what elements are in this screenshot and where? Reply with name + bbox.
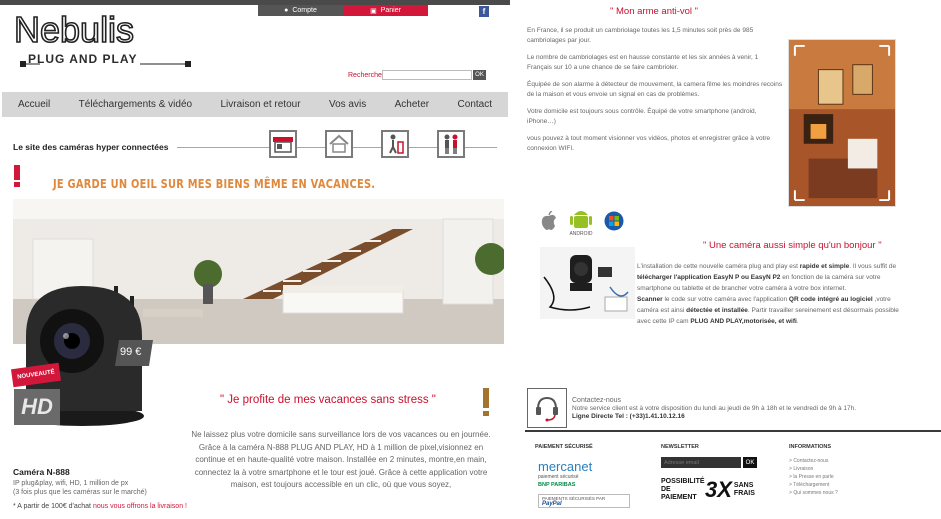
simple-text-2: . Il vous suffit de bbox=[849, 263, 897, 270]
nav-contact[interactable]: Contact bbox=[457, 99, 492, 110]
threex-big: 3X bbox=[705, 477, 732, 502]
android-logo bbox=[566, 205, 596, 237]
simple-bold-5: détectée et installée bbox=[686, 307, 748, 314]
hero-headline: JE GARDE UN OEIL SUR MES BIENS MÊME EN VACANCES. bbox=[53, 177, 376, 191]
info-heading: INFORMATIONS bbox=[789, 444, 832, 450]
info-links bbox=[789, 457, 838, 497]
family-icon[interactable] bbox=[437, 130, 465, 158]
plug-cable-icon bbox=[20, 58, 195, 68]
simple-bold-6: PLUG AND PLAY,motorisée, et wifi bbox=[690, 318, 797, 325]
antivol-p4: Votre domicile est toujours sous contrôle. Équipé de votre smartphone (android, iPhone…) bbox=[527, 108, 757, 125]
user-icon: ● bbox=[284, 7, 289, 14]
product-description bbox=[13, 479, 173, 497]
simple-text-3: en fonction de la caméra sur votre smartphone ou tablette et de brancher votre caméra à votre box internet. bbox=[637, 274, 881, 292]
stress-body: Ne laissez plus votre domicile sans surveillance lors de vos vacances ou en journée. Grâce à la caméra N-888 PLUG AND PLAY, HD à 1 million de pixel,visionnez en continue et en haute-qualité votre maison. Installée en 2 minutes, montre,en main, connectez la à votre smartphone et le tour est joué. Grâce à cette application votre maison, est toujours accessible en un clic, où que vous soyez, bbox=[191, 430, 491, 489]
nav-livraison[interactable]: Livraison et retour bbox=[220, 99, 301, 110]
price-label: 99 € bbox=[120, 346, 142, 358]
info-link-presse-label: la Presse en parle bbox=[793, 474, 834, 480]
antivol-p2: Le nombre de cambriolages est en hausse constante et les six années à venir, 1 Français sur 10 a une chance de se faire cambrioler. bbox=[527, 54, 759, 71]
nav-accueil[interactable]: Accueil bbox=[18, 99, 51, 110]
antivol-body bbox=[527, 26, 783, 161]
elderly-person-icon[interactable] bbox=[381, 130, 409, 158]
newsletter-submit-button[interactable]: OK bbox=[743, 457, 757, 468]
os-icons bbox=[540, 205, 624, 237]
nebulis-logo[interactable] bbox=[14, 10, 209, 50]
nav-acheter[interactable]: Acheter bbox=[394, 99, 430, 110]
simple-bold-3: Scanner bbox=[637, 296, 663, 303]
account-bar bbox=[258, 5, 428, 16]
simple-text-4: le code sur votre caméra avec l'application bbox=[662, 296, 789, 303]
apple-icon bbox=[540, 211, 558, 231]
product-desc-line1: IP plug&play, wifi, HD, 1 million de px bbox=[13, 480, 129, 487]
simple-text-6: . Partir travailler sereinement est désormais possible avec cette IP cam bbox=[637, 307, 899, 325]
info-link-presse[interactable]: > la Presse en parle bbox=[789, 474, 834, 480]
antivol-title: " Mon arme anti-vol " bbox=[610, 6, 699, 17]
info-link-contact[interactable]: > Contactez-nous bbox=[789, 458, 829, 464]
info-link-telechargement[interactable]: > Téléchargement bbox=[789, 482, 830, 488]
info-link-qui-sommes-nous[interactable]: > Qui sommes nous ? bbox=[789, 490, 838, 496]
simple-text-5: ,votre caméra est ainsi bbox=[637, 296, 891, 314]
shop-icon[interactable] bbox=[269, 130, 297, 158]
newsletter-heading: NEWSLETTER bbox=[661, 444, 699, 450]
exclamation-mark-icon bbox=[13, 165, 21, 187]
top-strip bbox=[0, 0, 510, 5]
antivol-p1: En France, il se produit un cambriolage toutes les 1,5 minutes soit près de 985 cambriolages par jour. bbox=[527, 27, 754, 44]
android-label: ANDROID bbox=[569, 231, 593, 237]
stress-title: " Je profite de mes vacances sans stress " bbox=[220, 394, 436, 406]
exclamation-small-icon bbox=[483, 388, 489, 416]
search-label: Recherche bbox=[348, 72, 382, 79]
info-link-qui-label: Qui sommes nous ? bbox=[793, 490, 838, 496]
headset-support-icon[interactable] bbox=[527, 388, 567, 428]
house-icon[interactable] bbox=[325, 130, 353, 158]
shipping-highlight[interactable]: nous vous offrons la livraison ! bbox=[92, 503, 187, 510]
nav-telechargements[interactable]: Téléchargements & vidéo bbox=[78, 99, 193, 110]
simple-bold-4: QR code intégré au logiciel bbox=[788, 296, 873, 303]
contact-phone[interactable]: Ligne Directe Tel : (+33)1.41.10.12.16 bbox=[572, 413, 685, 420]
simple-bold-1: rapide et simple bbox=[799, 263, 850, 270]
account-button[interactable] bbox=[258, 5, 343, 16]
cart-icon: ▣ bbox=[370, 7, 377, 15]
threex-left: POSSIBILITÉ DE PAIEMENT bbox=[661, 478, 705, 501]
product-desc-line2: (3 fois plus que les caméras sur le marché) bbox=[13, 489, 147, 496]
main-nav bbox=[2, 92, 508, 117]
hd-badge: HD bbox=[14, 389, 60, 425]
paypal-label: PAIEMENTS SÉCURISÉS PAR bbox=[542, 496, 606, 501]
interior-photo bbox=[788, 39, 896, 207]
shipping-prefix: * A partir de 100€ d'achat bbox=[13, 503, 93, 510]
search-button[interactable]: OK bbox=[473, 70, 486, 80]
svg-text:Nebulis: Nebulis bbox=[14, 10, 135, 50]
camera-kit-photo bbox=[540, 247, 635, 319]
contact-hours: Notre service client est à votre disposition du lundi au jeudi de 9h à 18h et le vendredi de 9h à 17h. bbox=[572, 405, 857, 412]
nav-avis[interactable]: Vos avis bbox=[328, 99, 367, 110]
newsletter-email-input[interactable] bbox=[661, 457, 741, 468]
simple-text-1: L'installation de cette nouvelle caméra plug and play est bbox=[637, 263, 800, 270]
contact-title[interactable]: Contactez-nous bbox=[572, 397, 622, 404]
mercanet-logo: mercanet bbox=[538, 459, 593, 474]
android-icon bbox=[566, 205, 596, 231]
site-tagline: Le site des caméras hyper connectées bbox=[13, 142, 169, 152]
simple-body bbox=[637, 261, 912, 327]
contact-block bbox=[572, 397, 856, 421]
new-badge: NOUVEAUTÉ bbox=[11, 363, 61, 388]
shipping-note bbox=[13, 503, 187, 510]
facebook-icon[interactable]: f bbox=[479, 6, 489, 17]
search-input[interactable] bbox=[382, 70, 472, 80]
simple-bold-2: télécharger l'application EasyN P ou EasyN P2 bbox=[637, 274, 781, 281]
antivol-p5: vous pouvez à tout moment visionner vos vidéos, photos et enregistrer grâce à votre connexion WIFI. bbox=[527, 135, 771, 152]
windows-icon bbox=[604, 211, 624, 231]
mercanet-subtitle: paiement sécurisé bbox=[538, 474, 579, 480]
three-times-payment-badge bbox=[661, 477, 758, 503]
info-link-livraison[interactable]: > Livraison bbox=[789, 466, 814, 472]
antivol-p3: Équipée de son alarme à détecteur de mouvement, la camera filme les moindres recoins de la maison et vous envoie un signal en cas de problèmes. bbox=[527, 81, 783, 98]
simple-title: " Une caméra aussi simple qu'un bonjour " bbox=[703, 240, 882, 251]
bnp-logo: BNP PARIBAS bbox=[538, 482, 576, 488]
paypal-box bbox=[538, 494, 630, 508]
threex-right: SANS FRAIS bbox=[733, 482, 755, 497]
account-label: Compte bbox=[292, 7, 317, 14]
cart-button[interactable] bbox=[343, 5, 428, 16]
footer bbox=[525, 430, 941, 519]
payment-heading: PAIEMENT SÉCURISÉ bbox=[535, 444, 593, 450]
info-link-contact-label: Contactez-nous bbox=[793, 458, 829, 464]
info-link-livraison-label: Livraison bbox=[793, 466, 814, 472]
info-link-telechargement-label: Téléchargement bbox=[793, 482, 830, 488]
product-name[interactable]: Caméra N-888 bbox=[13, 467, 70, 477]
logo-subtitle: PLUG AND PLAY bbox=[28, 52, 138, 66]
paypal-logo: PayPal bbox=[542, 501, 562, 507]
simple-text-7: . bbox=[796, 318, 799, 325]
cart-label: Panier bbox=[380, 7, 401, 14]
